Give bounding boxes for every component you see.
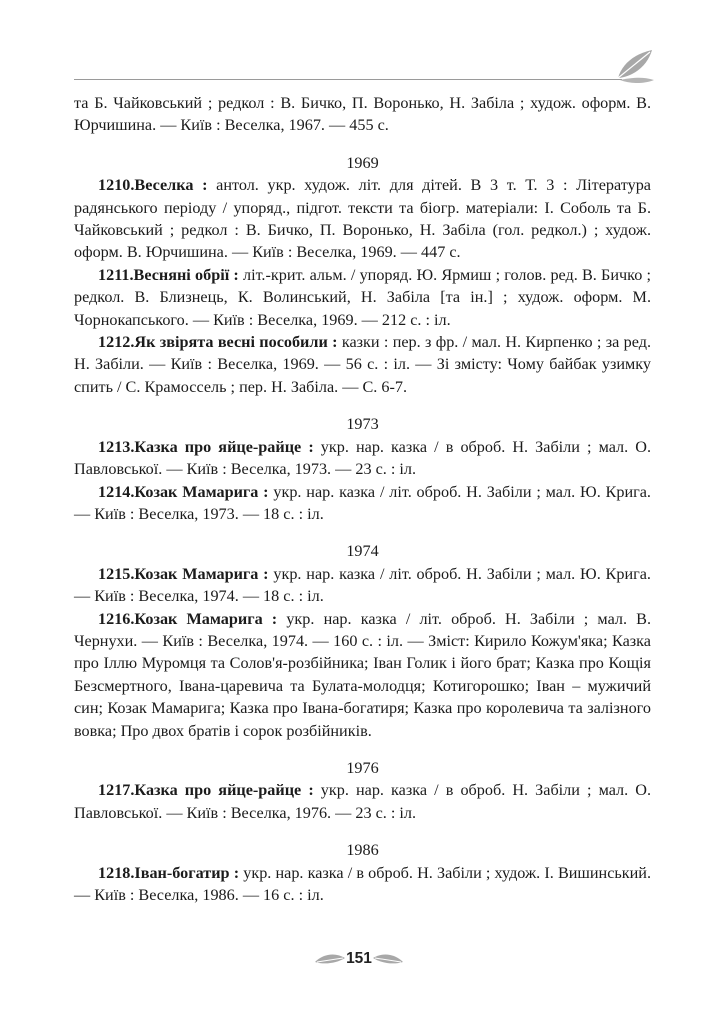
entry-title: Козак Мамарига : [134,564,269,583]
entry-number: 1212. [98,333,135,352]
entry-title: Казка про яйце-райце : [134,437,314,456]
entry-number: 1214. [98,482,135,501]
entry-number: 1215. [98,564,135,583]
entry-text: укр. нар. казка / в оброб. Н. Забіли ; мал. О. Павловської. — Київ : Веселка, 1973. — 23 с. : іл. [74,437,651,479]
entry-title: Веселка : [134,176,208,195]
year-heading: 1986 [346,841,379,860]
page-number: 151 [346,950,372,967]
entry-number: 1211. [98,265,134,284]
entry-text: антол. укр. худож. літ. для дітей. В 3 т. Т. 3 : Література радянського періоду / упоряд., підгот. тексти та біогр. матеріали: І. Соболь та Б. Чайковський ; редкол : В. Бичко, П. Воронько, Н. Забіла (гол. редкол.) ; худож. оформ. В. Юрчишина. — Київ : Веселка, 1969. — 447 с. [74,176,651,262]
entry-number: 1217. [98,781,135,800]
continued-entry-text: та Б. Чайковський ; редкол : В. Бичко, П. Воронько, Н. Забіла ; худож. оформ. В. Юрчишина. — Київ : Веселка, 1967. — 455 с. [74,94,651,135]
entry-1217 [74,779,651,824]
entry-text: літ.-крит. альм. / упоряд. Ю. Ярмиш ; голов. ред. В. Бичко ; редкол. В. Близнець, К. Волинський, Н. Забіла [та ін.] ; худож. оформ. М. Чорнокапського. — Київ : Веселка, 1969. — 212 с. : іл. [74,265,651,329]
entry-1212 [74,331,651,398]
entry-title: Козак Мамарига : [134,482,269,501]
entry-number: 1216. [98,609,135,628]
entry-1216 [74,608,651,742]
entry-title: Весняні обрії : [133,265,239,284]
entry-1210 [74,174,651,264]
entry-number: 1218. [98,863,135,882]
entry-title: Козак Мамарига : [134,609,278,628]
header-rule [74,79,622,80]
leaf-ornament-icon [612,44,656,84]
entry-text: укр. нар. казка / літ. оброб. Н. Забіли ; мал. В. Чернухи. — Київ : Веселка, 1974. — 160 с. : іл. — Зміст: Кирило Кожум'яка; Казка про Іллю Муромця та Солов'я-розбійника; Іван Голик і його брат; Казка про Кощія Безсмертного, Івана-царевича та Булата-молодця; Котигорошко; Іван – мужичий син; Козак Мамарига; Казка про Івана-богатиря; Казка про королевича та залізного вовка; Про двох братів і сорок розбійників. [74,609,651,740]
entry-title: Іван-богатир : [134,863,240,882]
entry-text: укр. нар. казка / літ. оброб. Н. Забіли ; мал. Ю. Крига. — Київ : Веселка, 1973. — 18 с. : іл. [74,482,651,523]
entry-text: казки : пер. з фр. / мал. Н. Кирпенко ; за ред. Н. Забіли. — Київ : Веселка, 1969. — 56 с. : іл. — Зі змісту: Чому байбак узимку спить / С. Крамоссель ; пер. Н. Забіла. — С. 6-7. [74,333,651,396]
bibliography-content [74,92,651,906]
entry-text: укр. нар. казка / в оброб. Н. Забіли ; худож. І. Вишинський. — Київ : Веселка, 1986. — 16 с. : іл. [74,863,651,904]
year-heading: 1973 [346,415,379,434]
year-heading: 1974 [346,542,379,561]
year-heading: 1976 [346,758,379,777]
entry-1214 [74,481,651,526]
entry-number: 1210. [98,176,135,195]
entry-title: Казка про яйце-райце : [134,781,314,800]
page-footer [313,946,405,972]
entry-title: Як звірята весні пособили : [134,333,338,352]
entry-number: 1213. [98,437,135,456]
entry-text: укр. нар. казка / в оброб. Н. Забіли ; мал. О. Павловської. — Київ : Веселка, 1976. — 23 с. : іл. [74,781,651,822]
entry-1211 [74,264,651,331]
entry-1218 [74,862,651,907]
entry-text: укр. нар. казка / літ. оброб. Н. Забіли ; мал. Ю. Крига. — Київ : Веселка, 1974. — 18 с. : іл. [74,564,651,606]
entry-1215 [74,563,651,608]
entry-1213 [74,436,651,481]
year-heading: 1969 [346,153,379,172]
